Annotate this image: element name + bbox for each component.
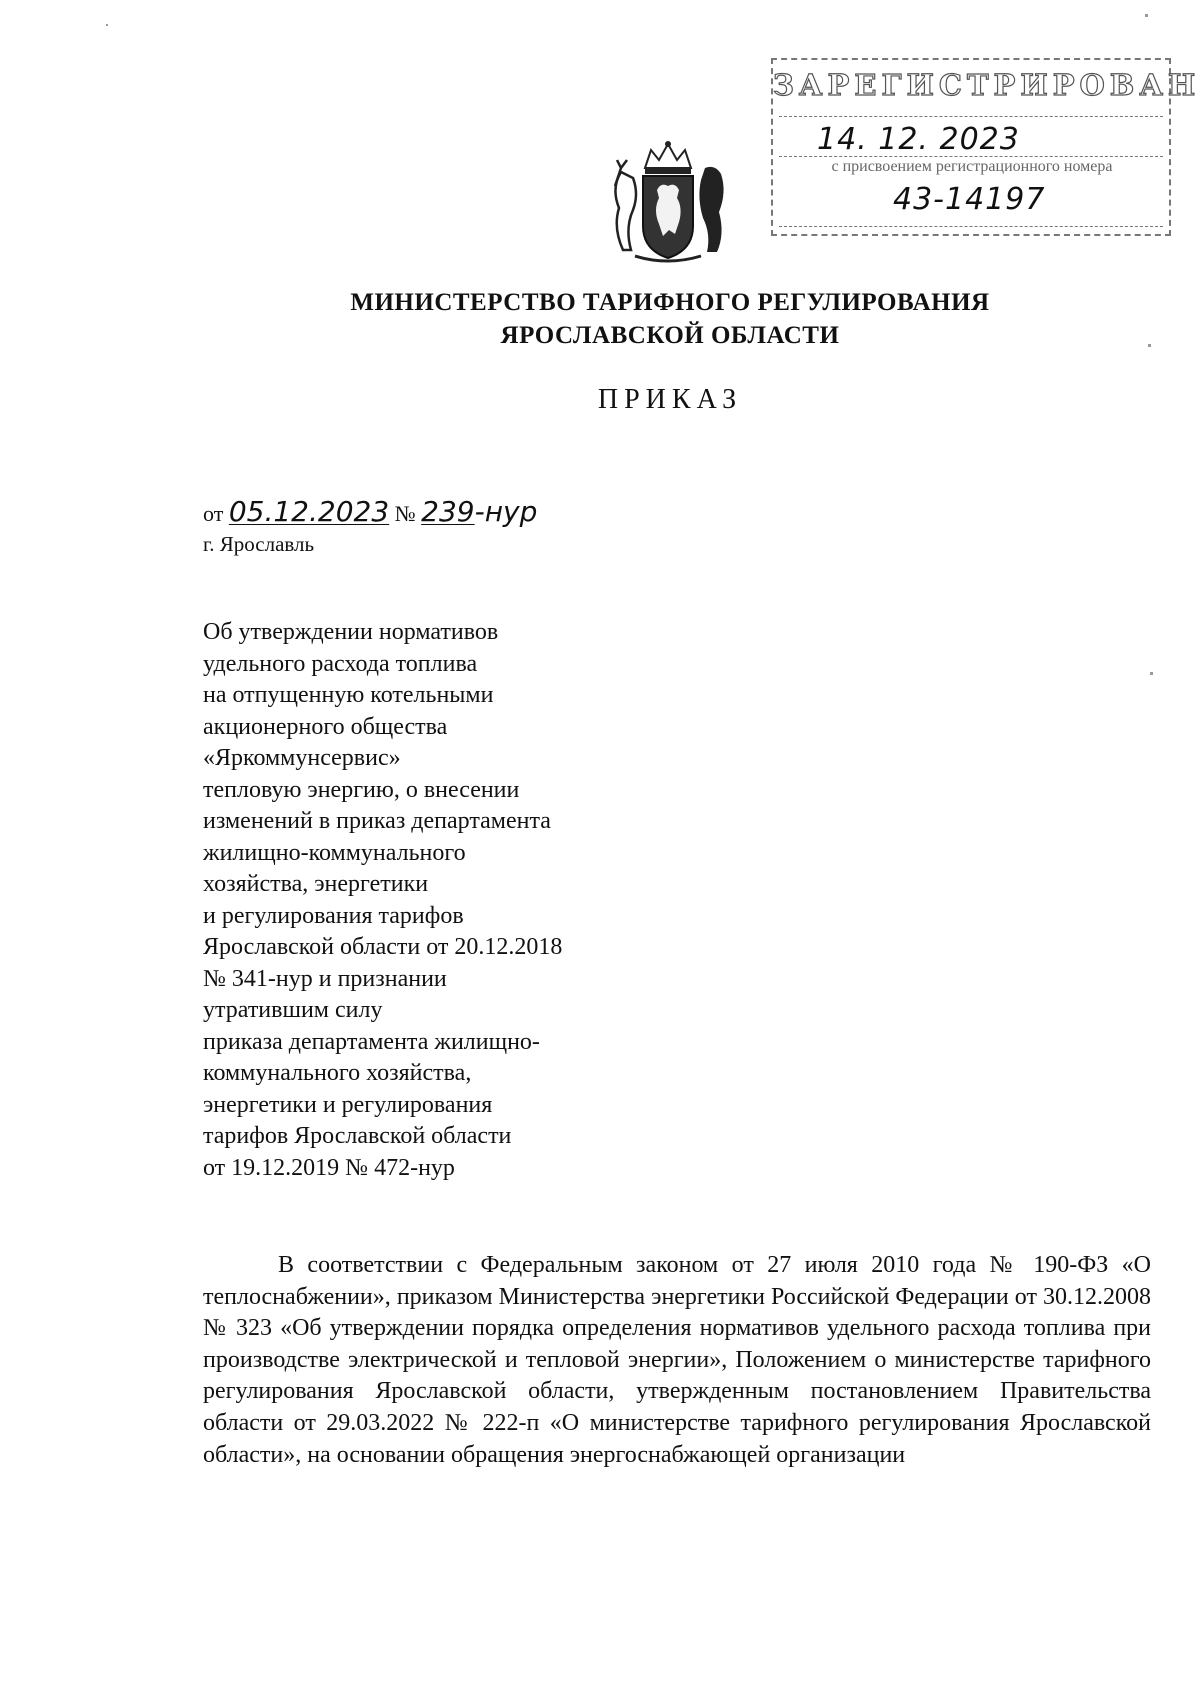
order-number-suffix: -нур	[474, 495, 538, 528]
coat-of-arms-icon	[605, 138, 732, 266]
order-date: 05.12.2023	[228, 495, 390, 528]
subject-line: коммунального хозяйства,	[203, 1060, 472, 1086]
subject-line: изменений в приказ департамента	[203, 808, 551, 834]
subject-line: № 341-нур и признании	[203, 965, 447, 992]
subject-line: Об утверждении нормативов	[203, 619, 499, 645]
scan-speck	[1145, 14, 1148, 17]
scan-speck	[1150, 672, 1153, 675]
stamp-date: 14. 12. 2023	[817, 122, 1020, 157]
stamp-divider	[779, 226, 1163, 227]
subject-line: энергетики и регулирования	[203, 1091, 493, 1118]
ministry-line-2: ЯРОСЛАВСКОЙ ОБЛАСТИ	[500, 322, 840, 349]
registration-stamp	[771, 58, 1200, 236]
order-number: 239	[421, 495, 475, 528]
subject-line: утратившим силу	[203, 997, 383, 1023]
subject-line: Ярославской области от 20.12.2018	[203, 934, 563, 960]
document-type: ПРИКАЗ	[597, 384, 743, 415]
scan-speck	[106, 24, 108, 26]
preamble-paragraph: В соответствии с Федеральным законом от 27 июля 2010 года № 190-ФЗ «О теплоснабжении», приказом Министерства энергетики Российской Федерации от 30.12.2008 № 323 «Об утверждении порядка определения нормативов удельного расхода топлива при производстве электрической и тепловой энергии», Положением о министерстве тарифного регулирования Ярославской области, утвержденным постановлением Правительства области от 29.03.2022 № 222-п «О министерстве тарифного регулирования Ярославской области», на основании обращения энергоснабжающей организации	[203, 1252, 1151, 1468]
order-subject	[203, 617, 663, 1184]
order-from-label: от	[203, 501, 224, 526]
subject-line: акционерного общества	[203, 713, 448, 740]
stamp-divider	[779, 156, 1163, 157]
stamp-number: 43-14197	[893, 182, 1046, 217]
subject-line: и регулирования тарифов	[203, 902, 464, 929]
stamp-caption: с присвоением регистрационного номера	[831, 158, 1113, 175]
subject-line: хозяйства, энергетики	[203, 871, 429, 897]
scan-speck	[1148, 344, 1151, 347]
ministry-line-1: МИНИСТЕРСТВО ТАРИФНОГО РЕГУЛИРОВАНИЯ	[350, 289, 990, 316]
subject-line: тепловую энергию, о внесении	[203, 776, 520, 803]
subject-line: приказа департамента жилищно-	[203, 1028, 540, 1055]
subject-line: удельного расхода топлива	[203, 650, 478, 677]
order-number-label: №	[394, 501, 416, 526]
subject-line: жилищно-коммунального	[203, 839, 466, 866]
order-details	[203, 495, 537, 528]
subject-line: «Яркоммунсервис»	[203, 745, 401, 771]
ministry-title	[0, 286, 1200, 352]
stamp-divider	[779, 116, 1163, 117]
subject-line: на отпущенную котельными	[203, 682, 494, 708]
subject-line: тарифов Ярославской области	[203, 1123, 512, 1149]
order-city: г. Ярославль	[203, 532, 315, 556]
subject-line: от 19.12.2019 № 472-нур	[203, 1154, 455, 1181]
stamp-title: ЗАРЕГИСТРИРОВАН	[773, 68, 1200, 102]
